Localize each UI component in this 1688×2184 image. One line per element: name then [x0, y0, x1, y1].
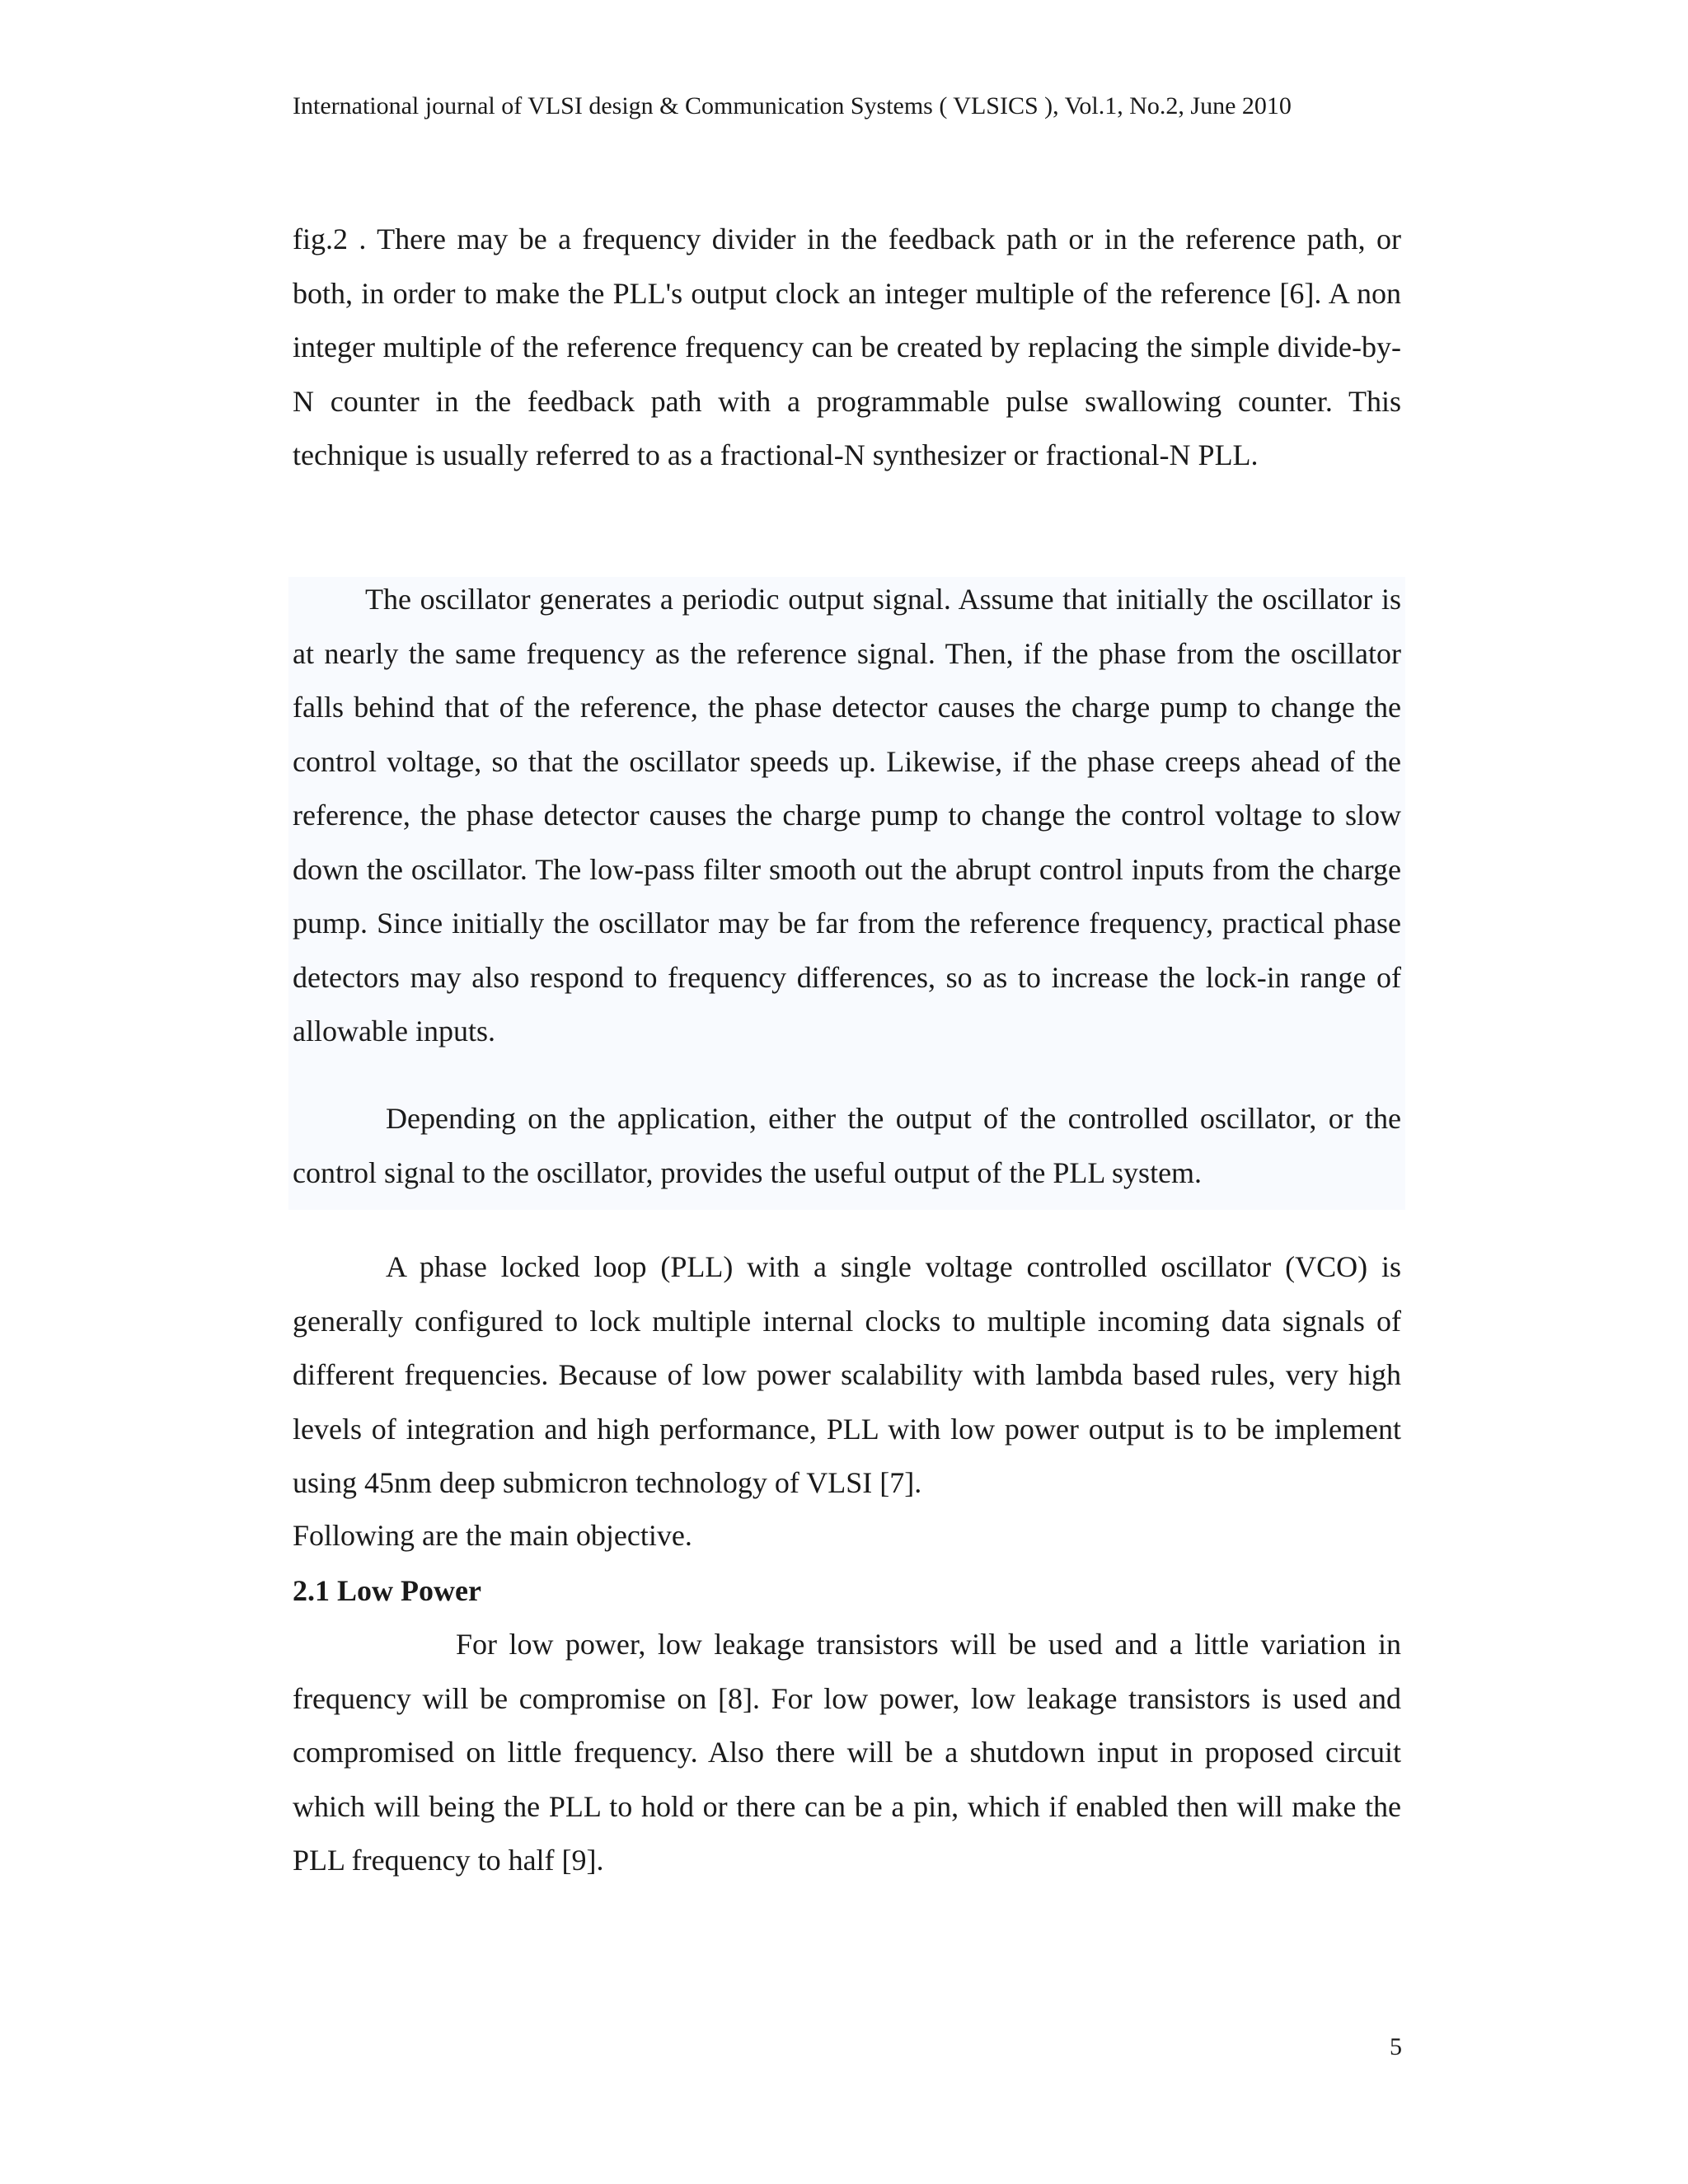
- paragraph-oscillator: The oscillator generates a periodic output signal. Assume that initially the oscillator is at nearly the same frequency as the reference signal. Then, if the phase from the oscillator falls behind that of the reference, the phase detector causes the charge pump to change the control voltage, so that the oscillator speeds up. Likewise, if the phase creeps ahead of the reference, the phase detector causes the charge pump to change the control voltage to slow down the oscillator. The low-pass filter smooth out the abrupt control inputs from the charge pump. Since initially the oscillator may be far from the reference frequency, practical phase detectors may also respond to frequency differences, so as to increase the lock-in range of allowable inputs.: [293, 583, 1401, 1047]
- running-header: International journal of VLSI design & Communication Systems ( VLSICS ), Vol.1, No.2, June 2010: [293, 92, 1292, 120]
- paragraph-low-power: For low power, low leakage transistors will be used and a little variation in frequency will be compromise on [8]. For low power, low leakage transistors is used and compromised on little frequency. Also there will be a shutdown input in proposed circuit which will being the PLL to hold or there can be a pin, which if enabled then will make the PLL frequency to half [9].: [293, 1628, 1401, 1877]
- paragraph-objective: Following are the main objective.: [293, 1519, 692, 1552]
- page-number: 5: [1390, 2033, 1402, 2060]
- section-heading-low-power: 2.1 Low Power: [293, 1574, 481, 1607]
- paragraph-application: Depending on the application, either the output of the controlled oscillator, or the control signal to the oscillator, provides the useful output of the PLL system.: [293, 1102, 1401, 1189]
- paragraph-fractional-n: fig.2 . There may be a frequency divider in the feedback path or in the reference path, or both, in order to make the PLL's output clock an integer multiple of the reference [6]. A non integer multiple of the reference frequency can be created by replacing the simple divide-by-N counter in the feedback path with a programmable pulse swallowing counter. This technique is usually referred to as a fractional-N synthesizer or fractional-N PLL.: [293, 223, 1401, 471]
- paragraph-pll-vco: A phase locked loop (PLL) with a single voltage controlled oscillator (VCO) is generally configured to lock multiple internal clocks to multiple incoming data signals of different frequencies. Because of low power scalability with lambda based rules, very high levels of integration and high performance, PLL with low power output is to be implement using 45nm deep submicron technology of VLSI [7].: [293, 1250, 1401, 1499]
